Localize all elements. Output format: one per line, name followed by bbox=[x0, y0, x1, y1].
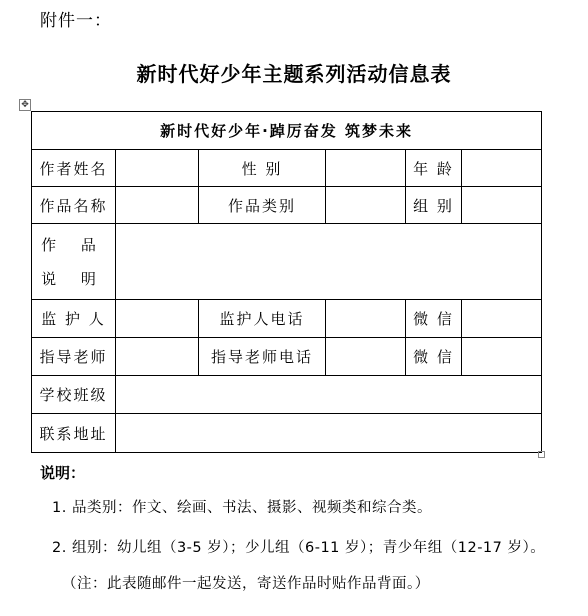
resize-handle-icon[interactable] bbox=[538, 451, 545, 458]
wechat-label-2: 微 信 bbox=[406, 338, 462, 376]
attachment-label: 附件一： bbox=[40, 11, 112, 31]
wechat-label-1: 微 信 bbox=[406, 300, 462, 338]
group-field[interactable] bbox=[462, 187, 542, 224]
work-desc-field[interactable] bbox=[116, 224, 542, 300]
work-name-field[interactable] bbox=[116, 187, 199, 224]
form-subtitle: 新时代好少年·踔厉奋发 筑梦未来 bbox=[32, 112, 542, 150]
gender-field[interactable] bbox=[326, 150, 406, 187]
wechat-field-1[interactable] bbox=[462, 300, 542, 338]
school-class-field[interactable] bbox=[116, 376, 542, 414]
author-name-field[interactable] bbox=[116, 150, 199, 187]
teacher-phone-label: 指导老师电话 bbox=[199, 338, 326, 376]
address-label: 联系地址 bbox=[32, 414, 116, 453]
note-item-2: 2. 组别：幼儿组（3-5 岁）；少儿组（6-11 岁）；青少年组（12-17 岁）。 bbox=[52, 540, 546, 556]
work-category-label: 作品类别 bbox=[199, 187, 326, 224]
teacher-field[interactable] bbox=[116, 338, 199, 376]
guardian-phone-label: 监护人电话 bbox=[199, 300, 326, 338]
note-item-1: 1. 品类别：作文、绘画、书法、摄影、视频类和综合类。 bbox=[52, 500, 432, 516]
guardian-field[interactable] bbox=[116, 300, 199, 338]
author-name-label: 作者姓名 bbox=[32, 150, 116, 187]
age-label: 年 龄 bbox=[406, 150, 462, 187]
group-label: 组 别 bbox=[406, 187, 462, 224]
work-name-label: 作品名称 bbox=[32, 187, 116, 224]
notes-title: 说明： bbox=[40, 464, 86, 482]
guardian-phone-field[interactable] bbox=[326, 300, 406, 338]
age-field[interactable] bbox=[462, 150, 542, 187]
work-desc-label-line1: 作 品 bbox=[41, 235, 106, 254]
wechat-field-2[interactable] bbox=[462, 338, 542, 376]
teacher-phone-field[interactable] bbox=[326, 338, 406, 376]
move-handle-icon[interactable]: ✥ bbox=[19, 99, 31, 111]
address-field[interactable] bbox=[116, 414, 542, 453]
gender-label: 性 别 bbox=[199, 150, 326, 187]
school-class-label: 学校班级 bbox=[32, 376, 116, 414]
page-title: 新时代好少年主题系列活动信息表 bbox=[136, 62, 452, 86]
info-form-table bbox=[31, 111, 542, 453]
guardian-label: 监 护 人 bbox=[32, 300, 116, 338]
work-desc-label-line2: 说 明 bbox=[41, 269, 106, 288]
footnote: （注：此表随邮件一起发送，寄送作品时贴作品背面。） bbox=[62, 576, 430, 592]
work-desc-label bbox=[32, 224, 116, 300]
work-category-field[interactable] bbox=[326, 187, 406, 224]
teacher-label: 指导老师 bbox=[32, 338, 116, 376]
